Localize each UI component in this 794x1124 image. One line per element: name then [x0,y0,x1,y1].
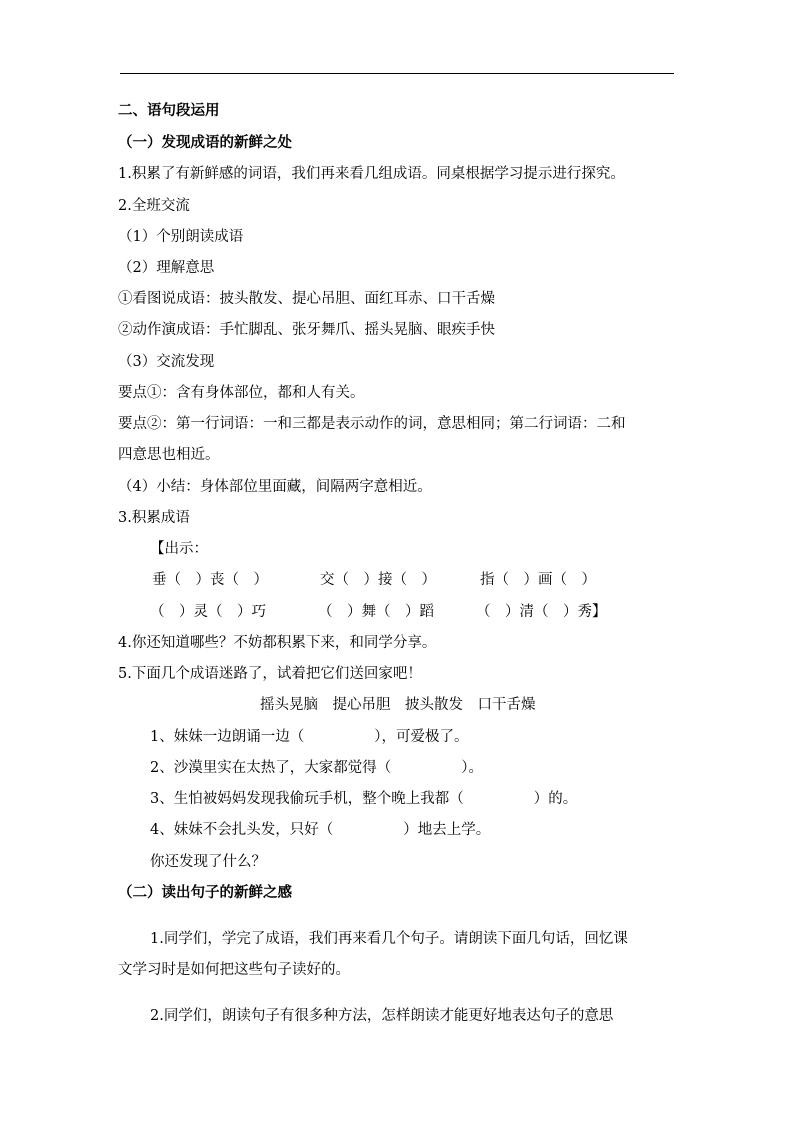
question-1: 1、妹妹一边朗诵一边（ ），可爱极了。 [150,729,469,745]
fill-item: （ ）舞（ ）蹈 [318,604,434,620]
question-5: 你还发现了什么？ [150,854,266,870]
subsection-title-1: （一）发现成语的新鲜之处 [118,134,292,151]
show-label: 【出示： [150,541,208,557]
paragraph-1: 1.积累了有新鲜感的词语，我们再来看几组成语。同桌根据学习提示进行探究。 [118,166,625,182]
key-point-1: 要点①：含有身体部位，都和人有关。 [118,385,365,401]
sentence-1-line-1: 1.同学们，学完了成语，我们再来看几个句子。请朗读下面几句话，回忆课 [150,931,628,947]
paragraph-2-2a: ①看图说成语：披头散发、提心吊胆、面红耳赤、口干舌燥 [118,291,495,307]
fill-item: 交（ ）接（ ） [320,572,436,588]
sentence-1-line-2: 文学习时是如何把这些句子读好的。 [118,962,350,978]
fill-item: （ ）灵（ ）巧 [150,604,266,620]
paragraph-2-4: （4）小结：身体部位里面藏，间隔两字意相近。 [118,479,432,495]
subsection-title-2: （二）读出句子的新鲜之感 [118,884,292,901]
paragraph-5: 5.下面几个成语迷路了，试着把它们送回家吧！ [118,666,422,682]
paragraph-2-1: （1）个别朗读成语 [118,229,244,245]
key-point-2-line-1: 要点②：第一行词语：一和三都是表示动作的词，意思相同；第二行词语：二和 [118,416,626,432]
paragraph-3: 3.积累成语 [118,510,190,526]
question-2: 2、沙漠里实在太热了，大家都觉得（ ）。 [150,760,483,776]
idiom-options: 摇头晃脑 提心吊胆 披头散发 口干舌燥 [260,697,536,713]
paragraph-2-3: （3）交流发现 [118,354,215,370]
question-4: 4、妹妹不会扎头发，只好（ ）地去上学。 [150,822,491,838]
fill-item: 垂（ ）丧（ ） [152,572,268,588]
paragraph-4: 4.你还知道哪些？不妨都积累下来，和同学分享。 [118,635,437,651]
paragraph-2-2: （2）理解意思 [118,260,215,276]
header-rule [120,73,674,74]
sentence-2-line-1: 2.同学们，朗读句子有很多种方法，怎样朗读才能更好地表达句子的意思 [150,1008,614,1024]
section-title: 二、语句段运用 [118,102,220,119]
question-3: 3、生怕被妈妈发现我偷玩手机，整个晚上我都（ ）的。 [150,791,578,807]
key-point-2-line-2: 四意思也相近。 [118,447,220,463]
paragraph-2: 2.全班交流 [118,198,190,214]
fill-item: （ ）清（ ）秀】 [476,604,607,620]
paragraph-2-2b: ②动作演成语：手忙脚乱、张牙舞爪、摇头晃脑、眼疾手快 [118,322,495,338]
fill-item: 指（ ）画（ ） [480,572,596,588]
